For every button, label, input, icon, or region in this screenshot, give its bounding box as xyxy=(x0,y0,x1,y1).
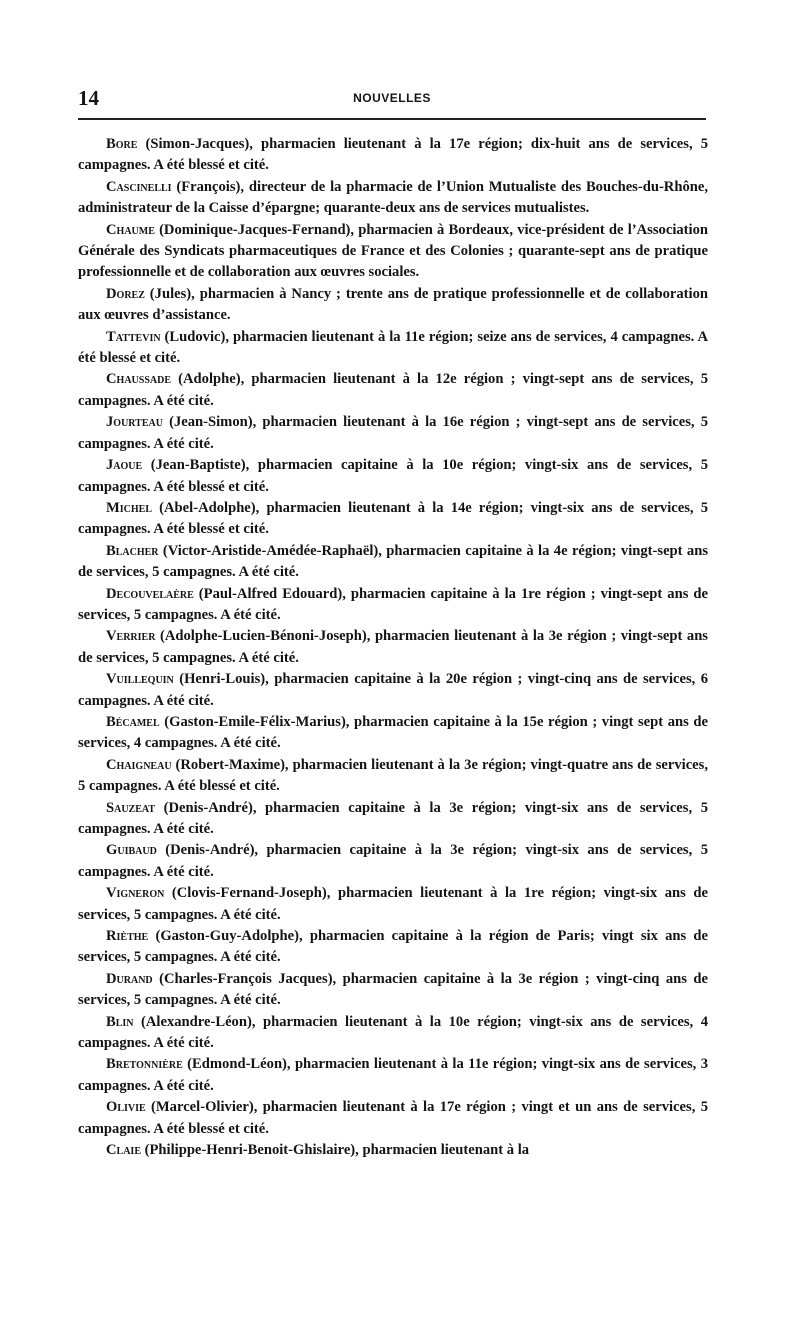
list-item xyxy=(78,220,708,284)
entry-name: Decouvelaère xyxy=(106,585,194,602)
entry-text: (Alexandre-Léon), pharmacien lieutenant à la 10e région; vingt-six ans de services, 4 campagnes. A été cité. xyxy=(78,1013,708,1052)
entry-name: Chaigneau xyxy=(106,756,172,773)
entry-name: Claie xyxy=(106,1142,141,1159)
entry-text: (Robert-Maxime), pharmacien lieutenant à la 3e région; vingt-quatre ans de services, 5 campagnes. A été blessé et cité. xyxy=(78,756,708,795)
list-item xyxy=(78,1012,708,1055)
list-item xyxy=(78,177,708,220)
entry-name: Blacher xyxy=(106,542,159,559)
entry-name: Jaoue xyxy=(106,457,143,474)
entry-text: (Denis-André), pharmacien capitaine à la 3e région; vingt-six ans de services, 5 campagnes. A été cité. xyxy=(78,842,708,880)
list-item xyxy=(78,755,708,798)
entry-text: (Clovis-Fernand-Joseph), pharmacien lieutenant à la 1re région; vingt-six ans de services, 5 campagnes. A été cité. xyxy=(78,885,708,923)
entry-name: Dorez xyxy=(106,285,145,302)
list-item xyxy=(78,134,708,177)
entry-text: (Jean-Baptiste), pharmacien capitaine à la 10e région; vingt-six ans de services, 5 campagnes. A été blessé et cité. xyxy=(78,457,708,495)
entry-name: Jourteau xyxy=(106,414,163,431)
entry-name: Verrier xyxy=(106,628,156,645)
list-item xyxy=(78,284,708,327)
list-item xyxy=(78,840,708,883)
entries-list xyxy=(78,134,708,1162)
entry-text: (Denis-André), pharmacien capitaine à la 3e région; vingt-six ans de services, 5 campagnes. A été cité. xyxy=(78,799,708,837)
list-item xyxy=(78,883,708,926)
entry-text: (Ludovic), pharmacien lieutenant à la 11e région; seize ans de services, 4 campagnes. A été blessé et cité. xyxy=(78,328,708,367)
list-item xyxy=(78,926,708,969)
list-item xyxy=(78,1097,708,1140)
list-item xyxy=(78,369,708,412)
entry-text: (Charles-François Jacques), pharmacien capitaine à la 3e région ; vingt-cinq ans de services, 5 campagnes. A été cité. xyxy=(78,970,708,1009)
entry-name: Bore xyxy=(106,136,138,152)
entry-name: Cascinelli xyxy=(106,178,172,195)
list-item xyxy=(78,584,708,627)
list-item xyxy=(78,798,708,841)
entry-text: (Simon-Jacques), pharmacien lieutenant à la 17e région; dix-huit ans de services, 5 campagnes. A été blessé et cité. xyxy=(78,136,708,174)
entry-text: (Jean-Simon), pharmacien lieutenant à la 16e région ; vingt-sept ans de services, 5 campagnes. A été cité. xyxy=(78,414,708,452)
entry-name: Michel xyxy=(106,499,153,516)
list-item xyxy=(78,327,708,370)
entry-text: (Adolphe), pharmacien lieutenant à la 12e région ; vingt-sept ans de services, 5 campagnes. A été cité. xyxy=(78,371,708,409)
list-item xyxy=(78,1054,708,1097)
entry-text: (Jules), pharmacien à Nancy ; trente ans de pratique professionnelle et de collaboration aux œuvres d’assistance. xyxy=(78,285,708,324)
entry-name: Guibaud xyxy=(106,842,157,859)
entry-text: (Marcel-Olivier), pharmacien lieutenant à la 17e région ; vingt et un ans de services, 5 campagnes. A été blessé et cité. xyxy=(78,1099,708,1137)
entry-text: (Edmond-Léon), pharmacien lieutenant à la 11e région; vingt-six ans de services, 3 campagnes. A été cité. xyxy=(78,1056,708,1094)
list-item xyxy=(78,712,708,755)
list-item xyxy=(78,498,708,541)
entry-text: (Gaston-Guy-Adolphe), pharmacien capitaine à la région de Paris; vingt six ans de services, 5 campagnes. A été cité. xyxy=(78,928,708,966)
list-item xyxy=(78,412,708,455)
list-item xyxy=(78,541,708,584)
entry-text: (Victor-Aristide-Amédée-Raphaël), pharmacien capitaine à la 4e région; vingt-sept ans de services, 5 campagnes. A été cité. xyxy=(78,542,708,581)
page-number: 14 xyxy=(78,86,99,110)
entry-name: Vigneron xyxy=(106,885,165,902)
list-item xyxy=(78,969,708,1012)
entry-name: Chaussade xyxy=(106,371,171,388)
entry-name: Bécamel xyxy=(106,713,160,730)
header-rule xyxy=(78,118,706,120)
entry-name: Chaume xyxy=(106,221,155,238)
entry-text: (Paul-Alfred Edouard), pharmacien capitaine à la 1re région ; vingt-sept ans de services, 5 campagnes. A été cité. xyxy=(78,585,708,623)
page-header xyxy=(78,86,706,110)
entry-name: Durand xyxy=(106,970,153,987)
entry-text: (Dominique-Jacques-Fernand), pharmacien à Bordeaux, vice-président de l’Association Générale des Syndicats pharmaceutiques de France et des Colonies ; quarante-sept ans de pratique professionnelle et de collaboration aux œuvres sociales. xyxy=(78,221,708,281)
list-item xyxy=(78,455,708,498)
running-title: NOUVELLES xyxy=(353,91,431,105)
entry-text: (Gaston-Emile-Félix-Marius), pharmacien capitaine à la 15e région ; vingt sept ans de services, 4 campagnes. A été cité. xyxy=(78,713,708,752)
entry-text: (Adolphe-Lucien-Bénoni-Joseph), pharmacien lieutenant à la 3e région ; vingt-sept ans de services, 5 campagnes. A été cité. xyxy=(78,628,708,666)
entry-name: Tattevin xyxy=(106,328,161,345)
entry-name: Sauzeat xyxy=(106,799,156,816)
entry-name: Olivie xyxy=(106,1099,146,1116)
entry-text: (François), directeur de la pharmacie de l’Union Mutualiste des Bouches-du-Rhône, administrateur de la Caisse d’épargne; quarante-deux ans de services mutualistes. xyxy=(78,178,708,217)
entry-name: Vuillequin xyxy=(106,671,174,688)
entry-name: Rièthe xyxy=(106,928,149,945)
entry-name: Bretonnière xyxy=(106,1056,183,1073)
entry-text: (Abel-Adolphe), pharmacien lieutenant à la 14e région; vingt-six ans de services, 5 campagnes. A été blessé et cité. xyxy=(78,499,708,538)
list-item xyxy=(78,669,708,712)
entry-text: (Henri-Louis), pharmacien capitaine à la 20e région ; vingt-cinq ans de services, 6 campagnes. A été cité. xyxy=(78,671,708,709)
list-item xyxy=(78,1140,708,1161)
entry-text: (Philippe-Henri-Benoit-Ghislaire), pharmacien lieutenant à la xyxy=(141,1142,530,1159)
list-item xyxy=(78,626,708,669)
entry-name: Blin xyxy=(106,1013,134,1030)
